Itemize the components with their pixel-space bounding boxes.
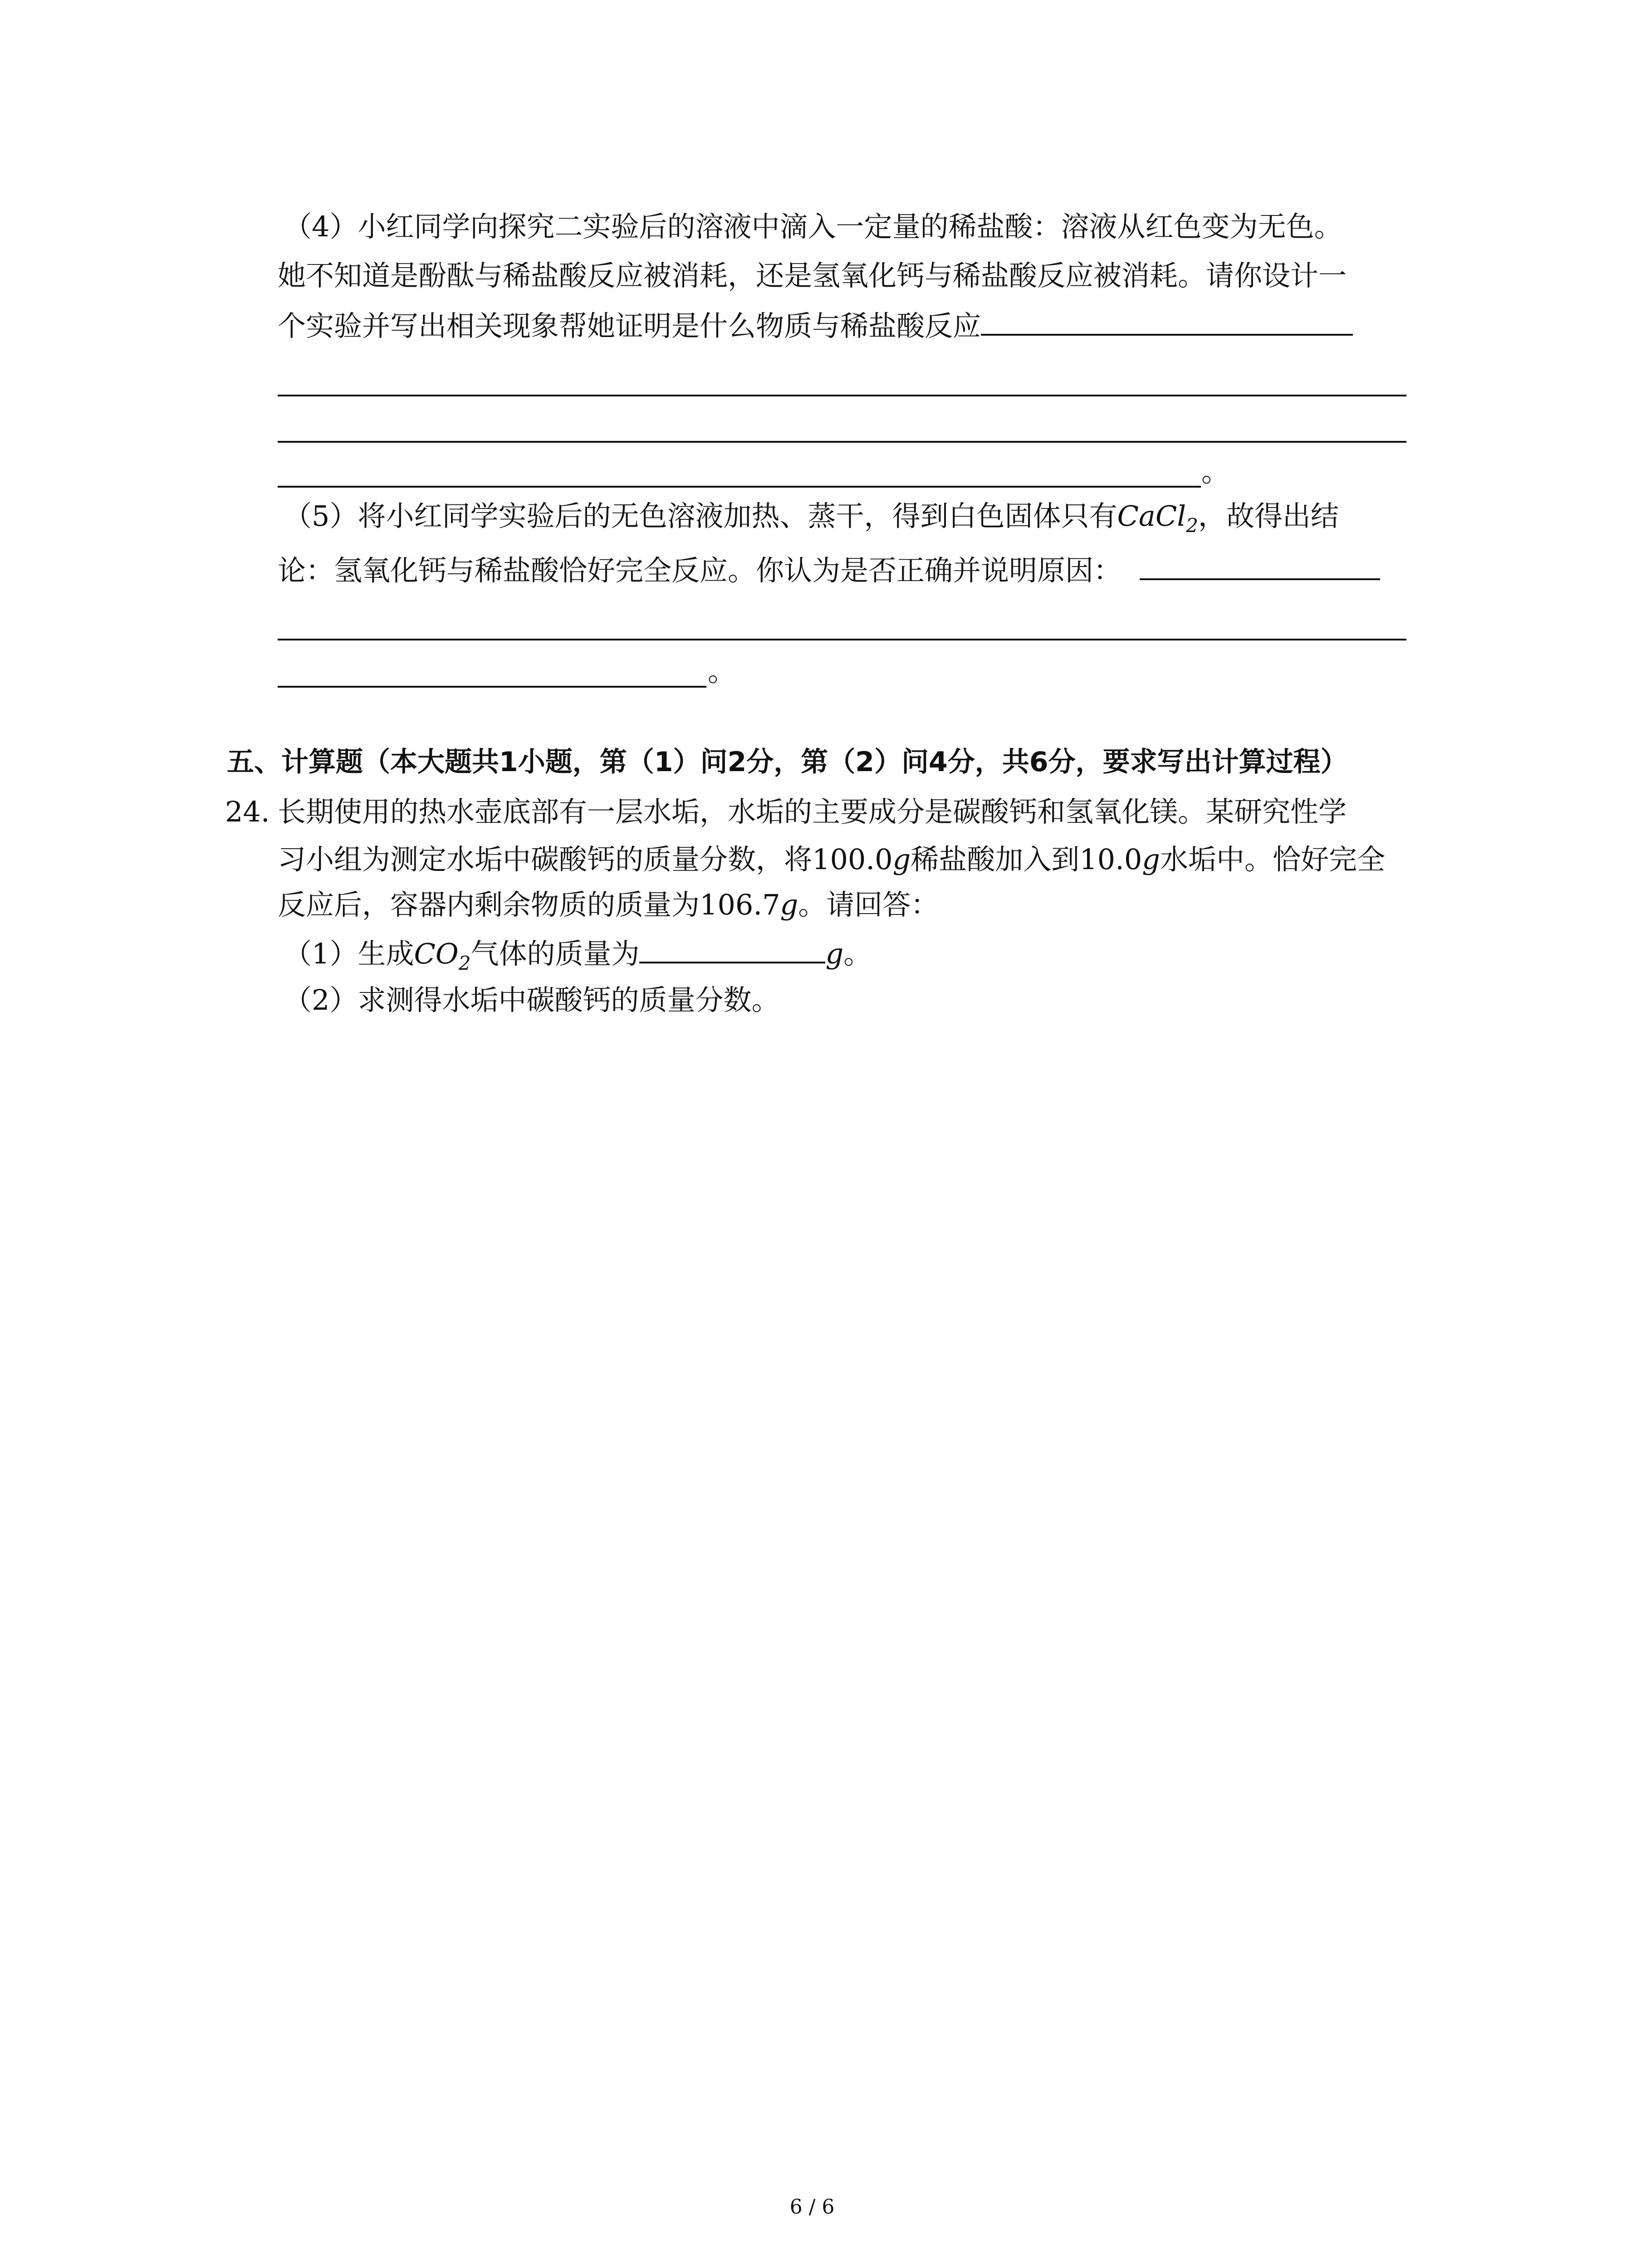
q24-number: 24.	[225, 795, 270, 828]
q24-line-2-c: 水垢中。恰好完全	[1160, 843, 1385, 876]
scale-mass-unit: g	[1142, 843, 1160, 876]
hcl-mass-unit: g	[892, 843, 911, 876]
q4-answer-line-4[interactable]	[278, 486, 1201, 488]
remaining-mass-value: 106.7	[700, 888, 780, 921]
q4-line-3-text: 个实验并写出相关现象帮她证明是什么物质与稀盐酸反应	[278, 309, 981, 342]
q4-answer-blank[interactable]	[981, 307, 1353, 336]
q5-answer-blank[interactable]	[1140, 551, 1380, 580]
q4-line-3	[278, 307, 1353, 344]
q24-line-3	[278, 887, 939, 923]
cacl2-formula	[1117, 499, 1198, 537]
q24-sub-1	[284, 934, 872, 982]
cacl2-main: CaCl	[1117, 499, 1186, 533]
q24-sub-1-mid: 气体的质量为	[470, 937, 640, 970]
co2-mass-unit: g	[825, 937, 844, 970]
q5-line-1	[284, 498, 1339, 544]
q24-sub-1-end: 。	[843, 937, 872, 970]
q24-sub-1-pre: （1）生成	[284, 937, 414, 970]
q5-line-1-post: ，故得出结	[1198, 499, 1339, 533]
scale-mass-value: 10.0	[1079, 843, 1142, 876]
q4-line-2: 她不知道是酚酞与稀盐酸反应被消耗，还是氢氧化钙与稀盐酸反应被消耗。请你设计一	[278, 259, 1347, 292]
q4-end-mark: 。	[1201, 455, 1230, 488]
q24-sub-2: （2）求测得水垢中碳酸钙的质量分数。	[284, 983, 780, 1017]
q4-answer-line-3[interactable]	[278, 441, 1406, 443]
q24-line-3-a: 反应后，容器内剩余物质的质量为	[278, 888, 700, 921]
remaining-mass-unit: g	[780, 888, 798, 921]
q24-line-2	[278, 841, 1385, 878]
q24-line-2-b: 稀盐酸加入到	[911, 843, 1080, 876]
co2-sub: 2	[458, 952, 471, 974]
q5-answer-line-2[interactable]	[278, 639, 1406, 640]
q5-end-mark: 。	[708, 655, 736, 688]
q24-line-2-a: 习小组为测定水垢中碳酸钙的质量分数，将	[278, 843, 813, 876]
q4-line-1: （4）小红同学向探究二实验后的溶液中滴入一定量的稀盐酸：溶液从红色变为无色。	[284, 210, 1342, 243]
page-number: 6 / 6	[789, 2195, 835, 2219]
cacl2-sub: 2	[1186, 514, 1198, 537]
co2-formula	[414, 937, 471, 974]
q5-line-2	[278, 551, 1380, 589]
q5-line-1-pre: （5）将小红同学实验后的无色溶液加热、蒸干，得到白色固体只有	[284, 499, 1117, 533]
q5-line-2-text: 论：氢氧化钙与稀盐酸恰好完全反应。你认为是否正确并说明原因：	[278, 554, 1122, 587]
hcl-mass-value: 100.0	[812, 843, 893, 876]
q24-line-1: 长期使用的热水壶底部有一层水垢，水垢的主要成分是碳酸钙和氢氧化镁。某研究性学	[278, 795, 1347, 828]
q24-line-3-b: 。请回答：	[798, 888, 939, 921]
co2-main: CO	[414, 937, 459, 970]
co2-mass-blank[interactable]	[639, 934, 825, 963]
section-5-heading: 五、计算题（本大题共1小题，第（1）问2分，第（2）问4分，共6分，要求写出计算过程）	[227, 746, 1348, 778]
q4-answer-line-2[interactable]	[278, 395, 1406, 396]
q5-answer-line-3[interactable]	[278, 686, 706, 688]
